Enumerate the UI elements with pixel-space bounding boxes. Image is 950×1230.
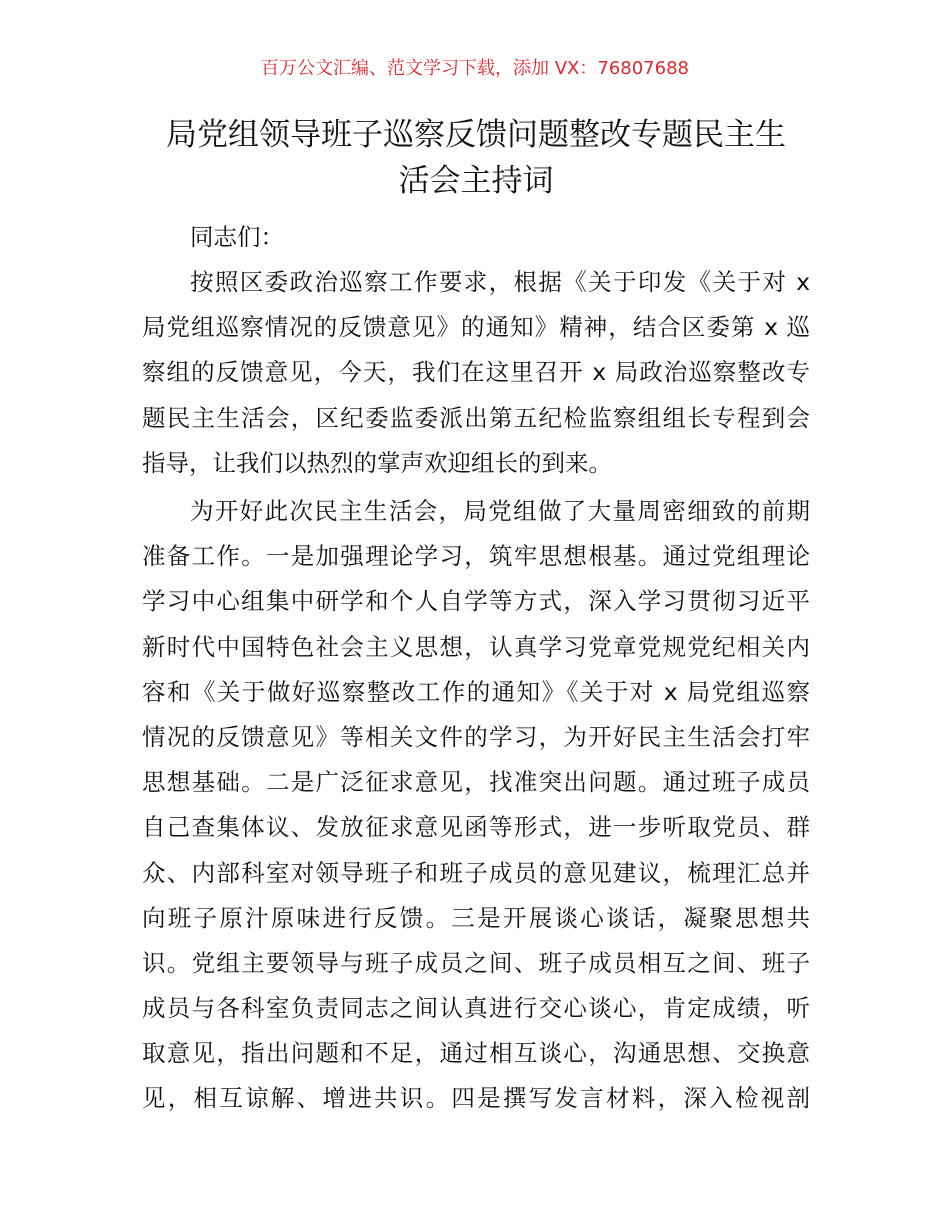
text-line: 向班子原汁原味进行反馈。三是开展谈心谈话，凝聚思想共 (142, 903, 810, 932)
text-line: 学习中心组集中研学和个人自学等方式，深入学习贯彻习近平 (142, 587, 810, 616)
salutation (142, 215, 810, 260)
text-line: 察组的反馈意见，今天，我们在这里召开 x 局政治巡察整改专 (142, 358, 810, 387)
text-line: 按照区委政治巡察工作要求，根据《关于印发《关于对 x (190, 268, 810, 296)
document-title (142, 112, 810, 204)
watermark-banner: 百万公文汇编、范文学习下载，添加 VX：76807688 (261, 58, 689, 79)
text-line: 众、内部科室对领导班子和班子成员的意见建议，梳理汇总并 (142, 858, 810, 887)
title-line: 活会主持词 (398, 163, 554, 199)
text-line: 思想基础。二是广泛征求意见，找准突出问题。通过班子成员 (142, 768, 810, 797)
text-line: 指导，让我们以热烈的掌声欢迎组长的到来。 (142, 448, 612, 477)
salutation-text: 同志们： (190, 223, 284, 251)
text-line: 准备工作。一是加强理论学习，筑牢思想根基。通过党组理论 (142, 542, 810, 571)
text-line: 取意见，指出问题和不足，通过相互谈心，沟通思想、交换意 (142, 1039, 810, 1068)
text-line: 为开好此次民主生活会，局党组做了大量周密细致的前期 (190, 497, 810, 525)
text-line: 成员与各科室负责同志之间认真进行交心谈心，肯定成绩，听 (142, 994, 810, 1023)
text-line: 见，相互谅解、增进共识。四是撰写发言材料，深入检视剖 (142, 1084, 810, 1113)
title-line: 局党组领导班子巡察反馈问题整改专题民主生 (166, 117, 786, 153)
text-line: 题民主生活会，区纪委监委派出第五纪检监察组组长专程到会 (142, 403, 810, 432)
text-line: 识。党组主要领导与班子成员之间、班子成员相互之间、班子 (142, 948, 810, 977)
text-line: 情况的反馈意见》等相关文件的学习，为开好民主生活会打牢 (142, 722, 810, 751)
text-line: 局党组巡察情况的反馈意见》的通知》精神，结合区委第 x 巡 (142, 313, 810, 342)
paragraph-1 (142, 260, 810, 486)
paragraph-2 (142, 489, 810, 1122)
text-line: 容和《关于做好巡察整改工作的通知》《关于对 x 局党组巡察 (142, 677, 810, 706)
text-line: 自己查集体议、发放征求意见函等形式，进一步听取党员、群 (142, 813, 810, 842)
text-line: 新时代中国特色社会主义思想，认真学习党章党规党纪相关内 (142, 632, 810, 661)
